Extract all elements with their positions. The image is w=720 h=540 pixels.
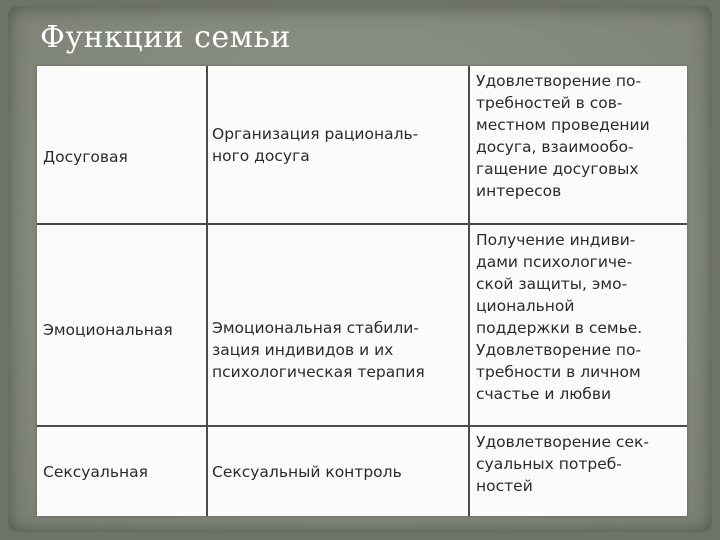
needs-line: дами психологиче- [476,253,633,271]
content-line: ного досуга [212,146,310,165]
needs-line: местном проведении [476,116,650,134]
needs-line: счастье и любви [476,385,612,403]
needs-line: ской защиты, эмо- [476,275,628,293]
needs-line: интересов [476,182,562,200]
function-cell [37,224,207,426]
function-name: Сексуальная [43,462,148,481]
needs-line: требности в личном [476,363,641,381]
needs-line: Удовлетворение по- [476,341,642,359]
content-line: Сексуальный контроль [212,462,402,481]
content-cell [207,66,469,224]
function-name: Досуговая [43,147,128,166]
slide-title: Функции семьи [40,20,291,55]
needs-cell [469,426,687,516]
needs-line: досуга, взаимообо- [476,138,634,156]
content-line: Организация рациональ- [212,124,419,143]
content-cell [207,224,469,426]
needs-line: требностей в сов- [476,94,623,112]
content-line: зация индивидов и их [212,341,394,359]
functions-table [37,66,687,516]
needs-line: суальных потреб- [476,455,622,473]
content-line: психологическая терапия [212,363,425,381]
needs-line: гащение досуговых [476,160,639,178]
content-line: Эмоциональная стабили- [212,319,419,337]
content-cell [207,426,469,516]
needs-line: Получение индиви- [476,231,636,249]
function-name: Эмоциональная [43,321,173,339]
needs-cell [469,66,687,224]
table-row [37,426,687,516]
functions-table-container [37,66,687,516]
table-row [37,66,687,224]
needs-line: Удовлетворение сек- [476,433,649,451]
table-row [37,224,687,426]
function-cell [37,66,207,224]
needs-line: ностей [476,477,533,495]
function-cell [37,426,207,516]
needs-line: циональной [476,297,575,315]
needs-cell [469,224,687,426]
needs-line: Удовлетворение по- [476,72,642,90]
needs-line: поддержки в семье. [476,319,643,337]
